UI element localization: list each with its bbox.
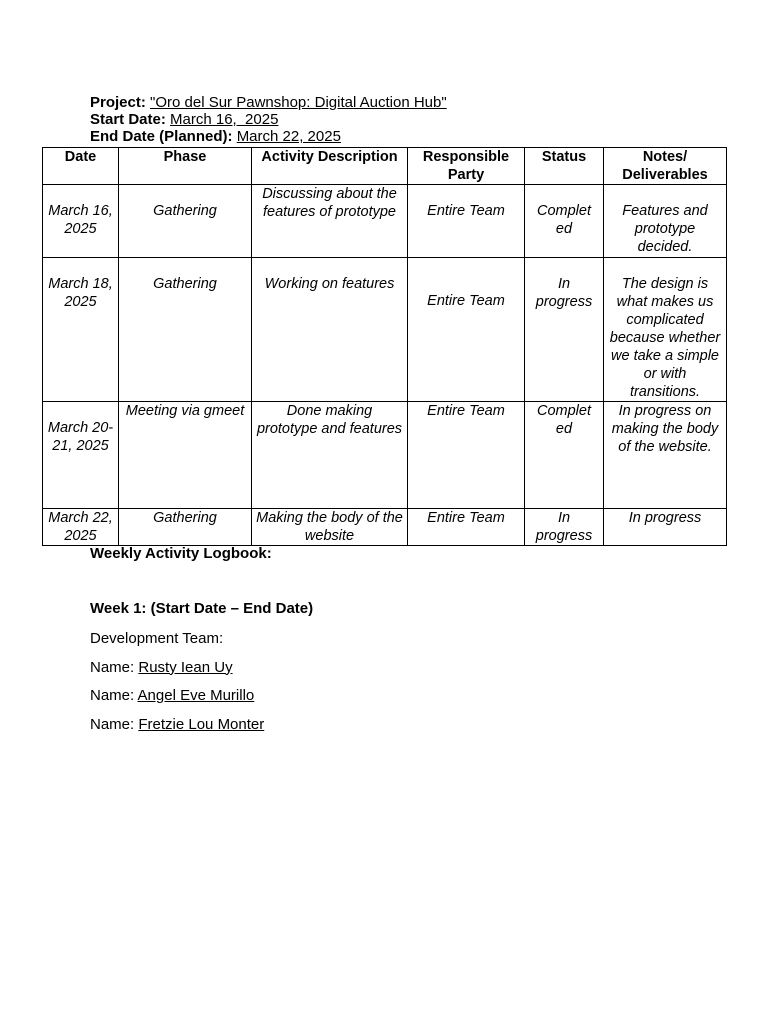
name-label: Name: xyxy=(90,658,135,676)
cell-party: Entire Team xyxy=(408,258,525,402)
start-date-label: Start Date: xyxy=(90,111,166,128)
activity-table xyxy=(42,147,727,546)
member-name: Fretzie Lou Monter xyxy=(138,715,265,733)
end-date-line xyxy=(90,128,447,145)
team-label: Development Team: xyxy=(90,630,224,647)
col-header-date: Date xyxy=(43,148,119,185)
col-header-party: Responsible Party xyxy=(408,148,525,185)
cell-status: Complet ed xyxy=(525,402,604,509)
cell-date: March 20-21, 2025 xyxy=(43,402,119,509)
project-value: "Oro del Sur Pawnshop: Digital Auction Hub" xyxy=(150,94,447,111)
table-row xyxy=(43,509,727,546)
table-row xyxy=(43,258,727,402)
end-date-value: March 22, 2025 xyxy=(236,128,341,145)
team-member xyxy=(90,654,264,683)
cell-notes: In progress on making the body of the website. xyxy=(604,402,727,509)
cell-activity: Working on features xyxy=(252,258,408,402)
cell-status: In progress xyxy=(525,509,604,546)
cell-notes: The design is what makes us complicated because whether we take a simple or with transitions. xyxy=(604,258,727,402)
cell-date: March 18, 2025 xyxy=(43,258,119,402)
cell-notes: In progress xyxy=(604,509,727,546)
logbook-title: Weekly Activity Logbook: xyxy=(90,545,272,562)
cell-status: Complet ed xyxy=(525,185,604,258)
col-header-notes: Notes/ Deliverables xyxy=(604,148,727,185)
cell-activity: Discussing about the features of prototype xyxy=(252,185,408,258)
table-row xyxy=(43,402,727,509)
member-name: Rusty Iean Uy xyxy=(138,658,233,676)
team-member xyxy=(90,711,264,740)
project-label: Project: xyxy=(90,94,146,111)
table-header-row xyxy=(43,148,727,185)
cell-party: Entire Team xyxy=(408,402,525,509)
cell-date: March 16, 2025 xyxy=(43,185,119,258)
col-header-phase: Phase xyxy=(119,148,252,185)
start-date-line xyxy=(90,111,447,128)
logbook-section xyxy=(90,545,313,617)
start-date-value: March 16, 2025 xyxy=(170,111,279,128)
cell-party: Entire Team xyxy=(408,509,525,546)
project-meta xyxy=(90,94,447,145)
development-team xyxy=(90,625,264,739)
cell-date: March 22, 2025 xyxy=(43,509,119,546)
cell-party: Entire Team xyxy=(408,185,525,258)
name-label: Name: xyxy=(90,715,135,733)
cell-status: In progress xyxy=(525,258,604,402)
week-heading: Week 1: (Start Date – End Date) xyxy=(90,600,314,617)
member-name: Angel Eve Murillo xyxy=(137,687,255,704)
cell-phase: Meeting via gmeet xyxy=(119,402,252,509)
table-row xyxy=(43,185,727,258)
cell-activity: Making the body of the website xyxy=(252,509,408,546)
cell-notes: Features and prototype decided. xyxy=(604,185,727,258)
name-label: Name: xyxy=(90,687,135,704)
end-date-label: End Date (Planned): xyxy=(90,128,233,145)
cell-phase: Gathering xyxy=(119,258,252,402)
cell-phase: Gathering xyxy=(119,509,252,546)
cell-activity: Done making prototype and features xyxy=(252,402,408,509)
project-line xyxy=(90,94,447,111)
col-header-activity: Activity Description xyxy=(252,148,408,185)
cell-phase: Gathering xyxy=(119,185,252,258)
team-member xyxy=(90,682,264,711)
col-header-status: Status xyxy=(525,148,604,185)
